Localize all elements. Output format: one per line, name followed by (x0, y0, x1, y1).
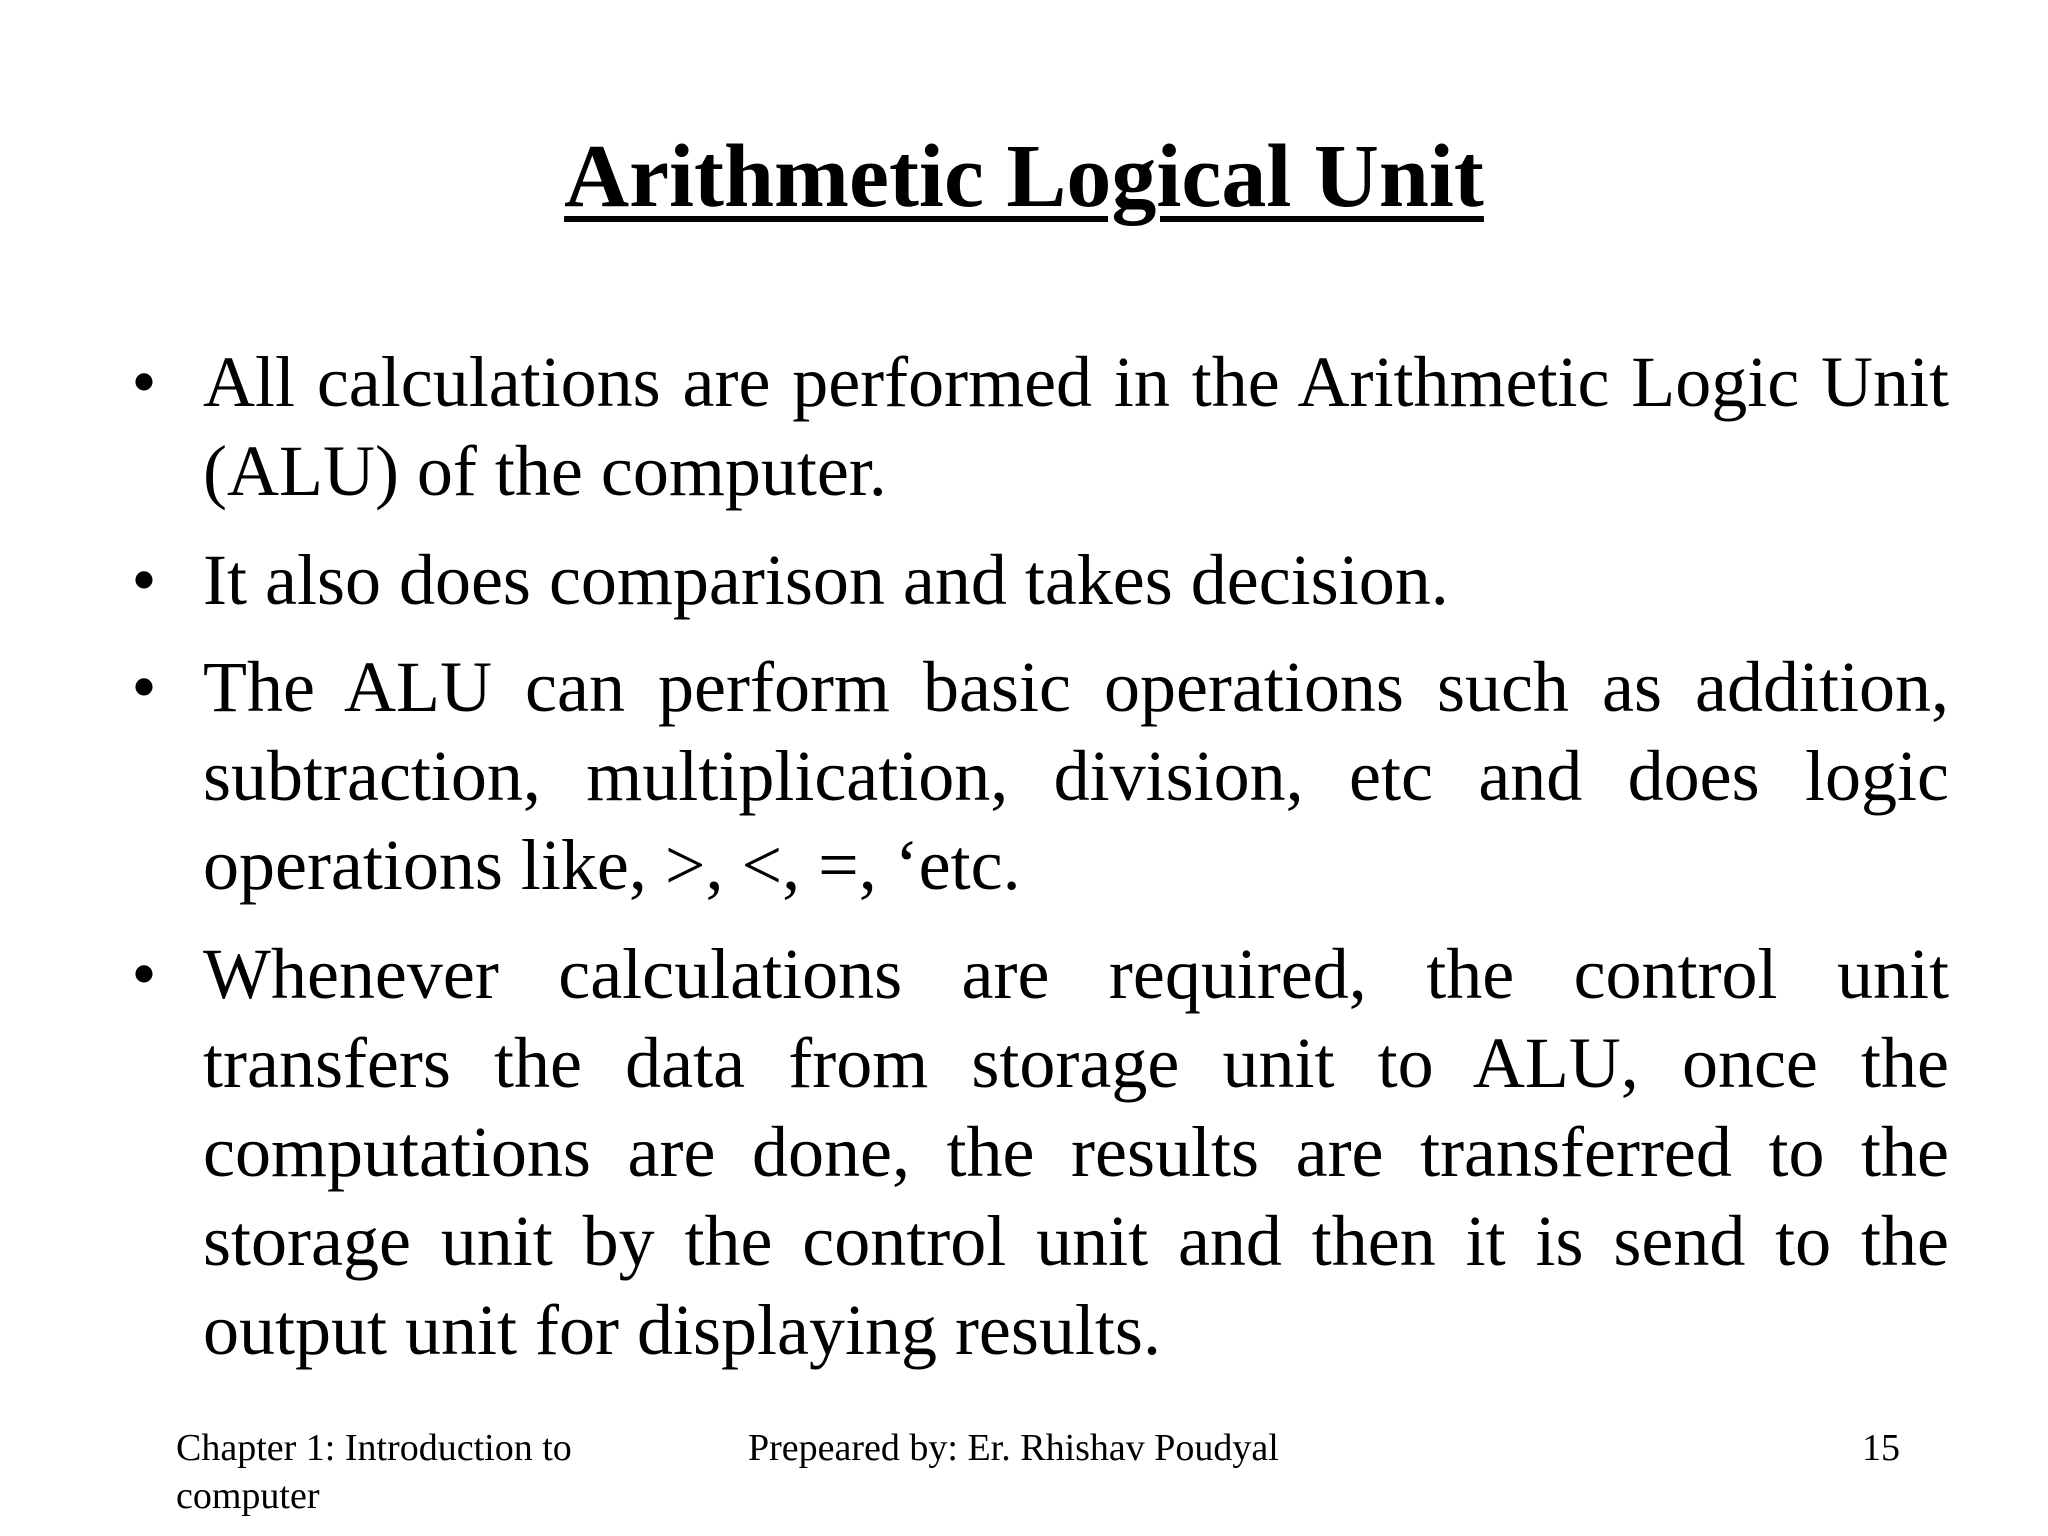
bullet-item (124, 930, 1949, 1375)
bullet-icon: • (131, 342, 157, 422)
bullet-item (124, 643, 1949, 910)
bullet-text: It also does comparison and takes decision. (203, 540, 1449, 620)
footer-chapter: Chapter 1: Introduction to computer (176, 1427, 572, 1517)
bullet-icon: • (131, 540, 157, 620)
footer-page-number: 15 (1862, 1427, 1900, 1469)
bullet-text: Whenever calculations are required, the control unit transfers the data from storage unit to ALU, once the computations are done, the results are transferred to the storage unit by the control unit and then it is send to the output unit for displaying results. (203, 934, 1949, 1370)
footer-author: Prepeared by: Er. Rhishav Poudyal (748, 1427, 1279, 1469)
bullet-text: The ALU can perform basic operations such as addition, subtraction, multiplication, division, etc and does logic operations like, >, <, =, ‘etc. (203, 647, 1949, 905)
bullet-list (124, 338, 1949, 1395)
slide-title: Arithmetic Logical Unit (564, 127, 1484, 226)
bullet-icon: • (131, 934, 157, 1014)
bullet-icon: • (131, 647, 157, 727)
bullet-item (124, 338, 1949, 516)
bullet-text: All calculations are performed in the Arithmetic Logic Unit (ALU) of the computer. (203, 342, 1949, 511)
bullet-item (124, 536, 1949, 625)
